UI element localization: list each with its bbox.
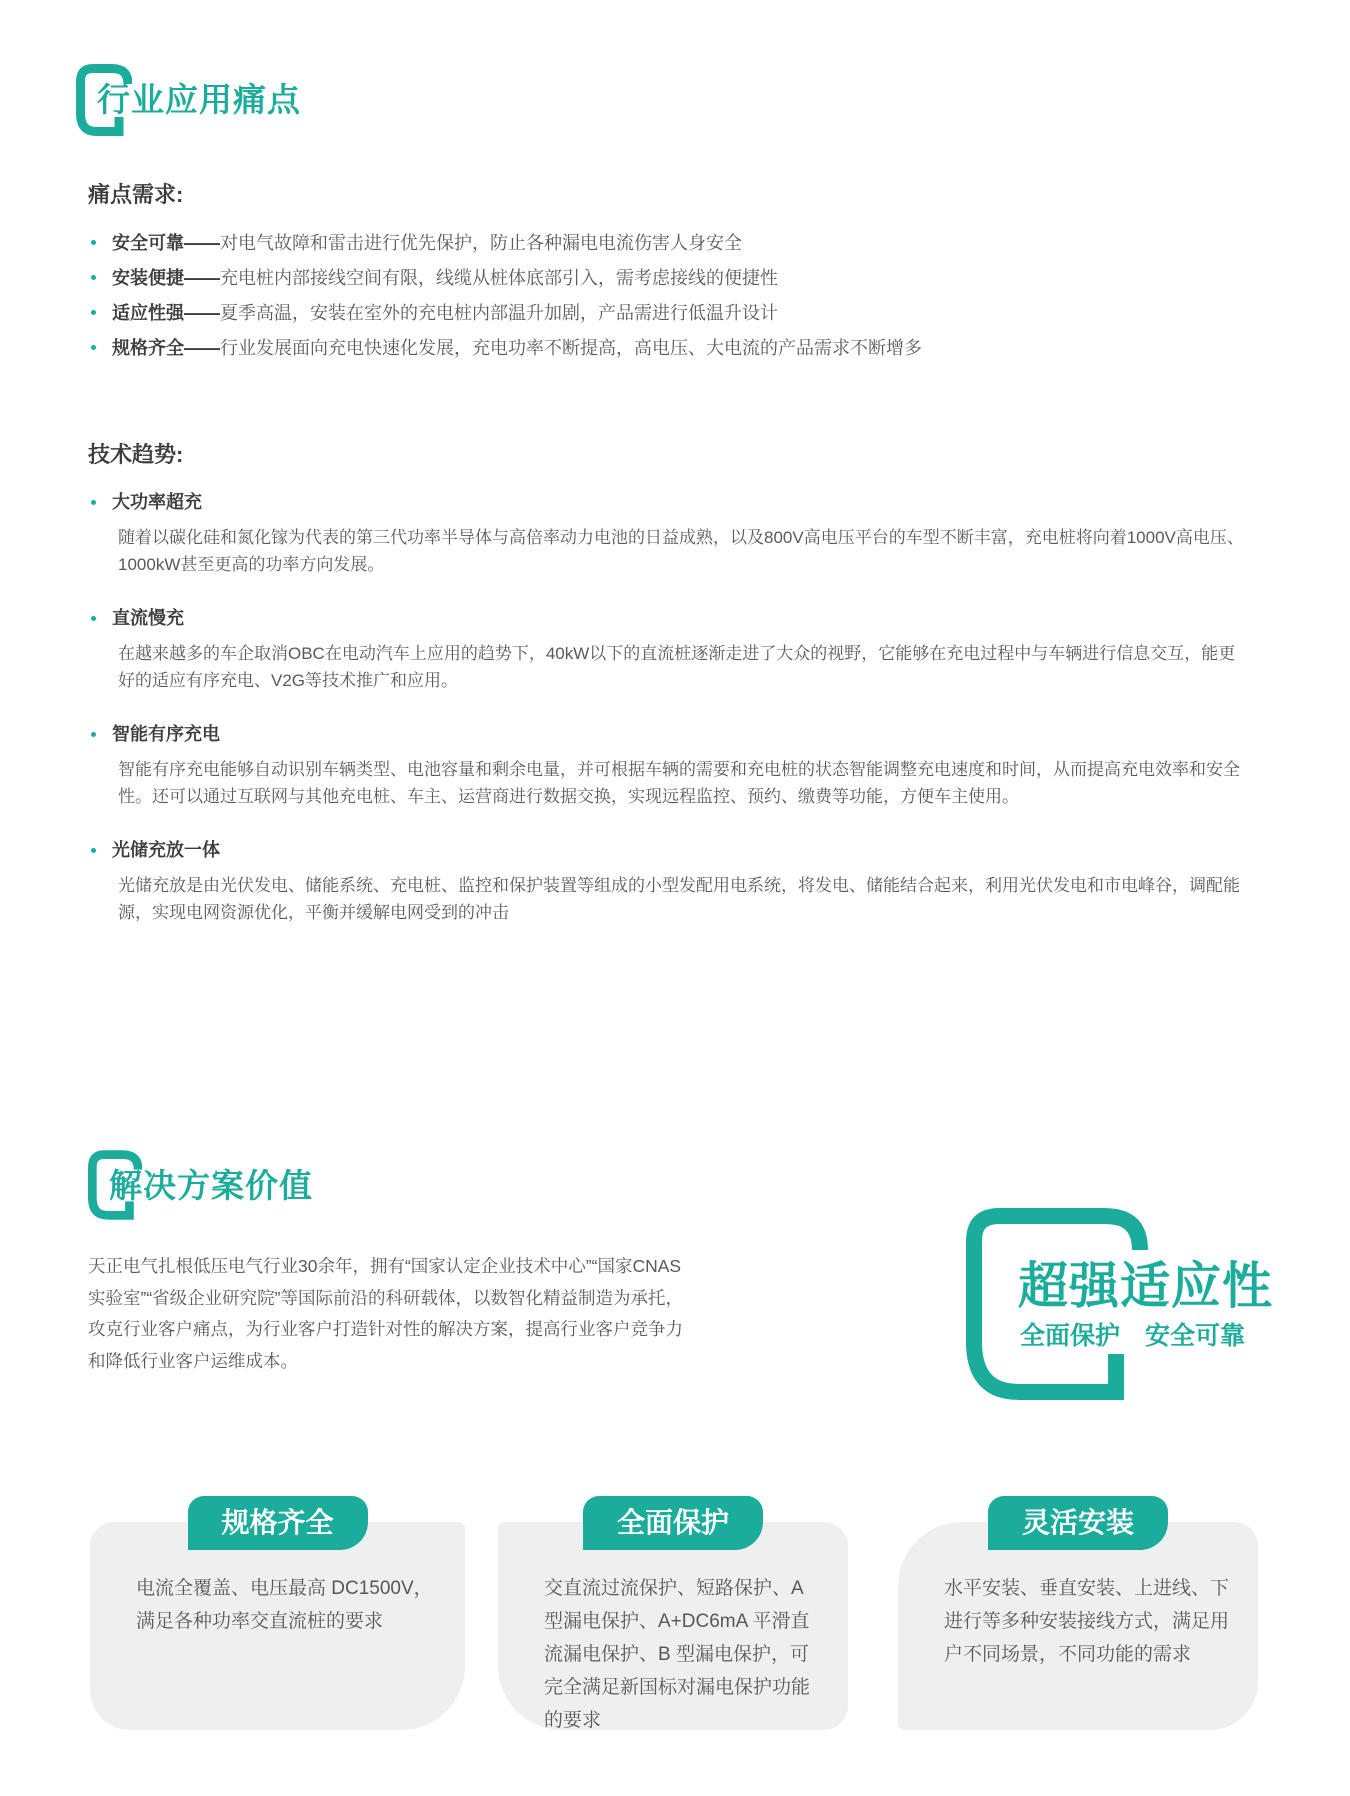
item-lead: 安装便捷—— (112, 268, 220, 288)
trend-title: 光储充放一体 (112, 840, 220, 860)
trend-lead (88, 608, 1268, 629)
bullet-dot-icon (91, 848, 96, 853)
item-lead: 规格齐全—— (112, 338, 220, 358)
card-tab: 全面保护 (583, 1496, 763, 1550)
trend-lead (88, 840, 1268, 861)
card-text: 电流全覆盖、电压最高 DC1500V，满足各种功率交直流桩的要求 (136, 1578, 433, 1632)
card-text: 水平安装、垂直安装、上进线、下进行等多种安装接线方式，满足用户不同场景，不同功能的需求 (944, 1578, 1230, 1665)
trend-description: 在越来越多的车企取消OBC在电动汽车上应用的趋势下，40kW以下的直流桩逐渐走进了大众的视野，它能够在充电过程中与车辆进行信息交互，能更好的适应有序充电、V2G等技术推广和应用。 (118, 644, 1236, 690)
item-text: 夏季高温，安装在室外的充电桩内部温升加剧，产品需进行低温升设计 (220, 303, 778, 323)
bullet-dot-icon (91, 275, 96, 280)
list-item (88, 302, 1268, 324)
trend-title: 智能有序充电 (112, 724, 220, 744)
pain-points-list (88, 232, 1268, 359)
trend-item (88, 840, 1268, 926)
bullet-dot-icon (91, 310, 96, 315)
list-item (88, 267, 1268, 289)
trend-item (88, 724, 1268, 810)
page-title: 行业应用痛点 (97, 81, 301, 118)
item-text: 行业发展面向充电快速化发展，充电功率不断提高，高电压、大电流的产品需求不断增多 (220, 338, 922, 358)
trend-description: 随着以碳化硅和氮化镓为代表的第三代功率半导体与高倍率动力电池的日益成熟，以及800V高电压平台的车型不断丰富，充电桩将向着1000V高电压、1000kW甚至更高的功率方向发展。 (118, 528, 1244, 574)
item-lead: 安全可靠—— (112, 233, 220, 253)
list-item (88, 232, 1268, 254)
trend-item (88, 608, 1268, 694)
item-text: 充电桩内部接线空间有限，线缆从桩体底部引入，需考虑接线的便捷性 (220, 268, 778, 288)
item-text: 对电气故障和雷击进行优先保护，防止各种漏电电流伤害人身安全 (220, 233, 742, 253)
trend-lead (88, 492, 1268, 513)
badge-title: 超强适应性 (1018, 1258, 1273, 1314)
badge-subtitle: 全面保护 安全可靠 (1020, 1322, 1246, 1350)
list-item (88, 337, 1268, 359)
item-lead: 适应性强—— (112, 303, 220, 323)
card-text: 交直流过流保护、短路保护、A 型漏电保护、A+DC6mA 平滑直流漏电保护、B 型漏电保护，可完全满足新国标对漏电保护功能的要求 (544, 1578, 811, 1731)
bullet-dot-icon (91, 345, 96, 350)
tech-trends-block (88, 442, 1268, 956)
tech-trends-heading: 技术趋势: (88, 442, 184, 467)
bullet-dot-icon (91, 616, 96, 621)
feature-card-installation (898, 1507, 1258, 1730)
trend-lead (88, 724, 1268, 745)
solution-value-paragraph: 天正电气扎根低压电气行业30余年，拥有“国家认定企业技术中心”“国家CNAS实验室”“省级企业研究院”等国际前沿的科研载体，以数智化精益制造为承托，攻克行业客户痛点，为行业客户打造针对性的解决方案，提高行业客户竞争力和降低行业客户运维成本。 (88, 1256, 683, 1371)
trend-description: 智能有序充电能够自动识别车辆类型、电池容量和剩余电量，并可根据车辆的需要和充电桩的状态智能调整充电速度和时间，从而提高充电效率和安全性。还可以通过互联网与其他充电桩、车主、运营商进行数据交换，实现远程监控、预约、缴费等功能，方便车主使用。 (118, 760, 1240, 806)
pain-points-heading: 痛点需求: (88, 182, 184, 207)
adaptability-badge (966, 1204, 1311, 1416)
bullet-dot-icon (91, 732, 96, 737)
bullet-dot-icon (91, 500, 96, 505)
card-tab: 灵活安装 (988, 1496, 1168, 1550)
bullet-dot-icon (91, 240, 96, 245)
page-title: 解决方案价值 (109, 1167, 313, 1204)
trend-item (88, 492, 1268, 578)
feature-card-protection (498, 1507, 848, 1731)
pain-points-block (88, 182, 1268, 372)
trend-title: 大功率超充 (112, 492, 202, 512)
feature-card-specs (90, 1507, 465, 1730)
card-tab: 规格齐全 (187, 1496, 367, 1550)
trend-title: 直流慢充 (112, 608, 184, 628)
trend-description: 光储充放是由光伏发电、储能系统、充电桩、监控和保护装置等组成的小型发配用电系统，将发电、储能结合起来，利用光伏发电和市电峰谷，调配能源，实现电网资源优化，平衡并缓解电网受到的冲击 (118, 876, 1240, 922)
